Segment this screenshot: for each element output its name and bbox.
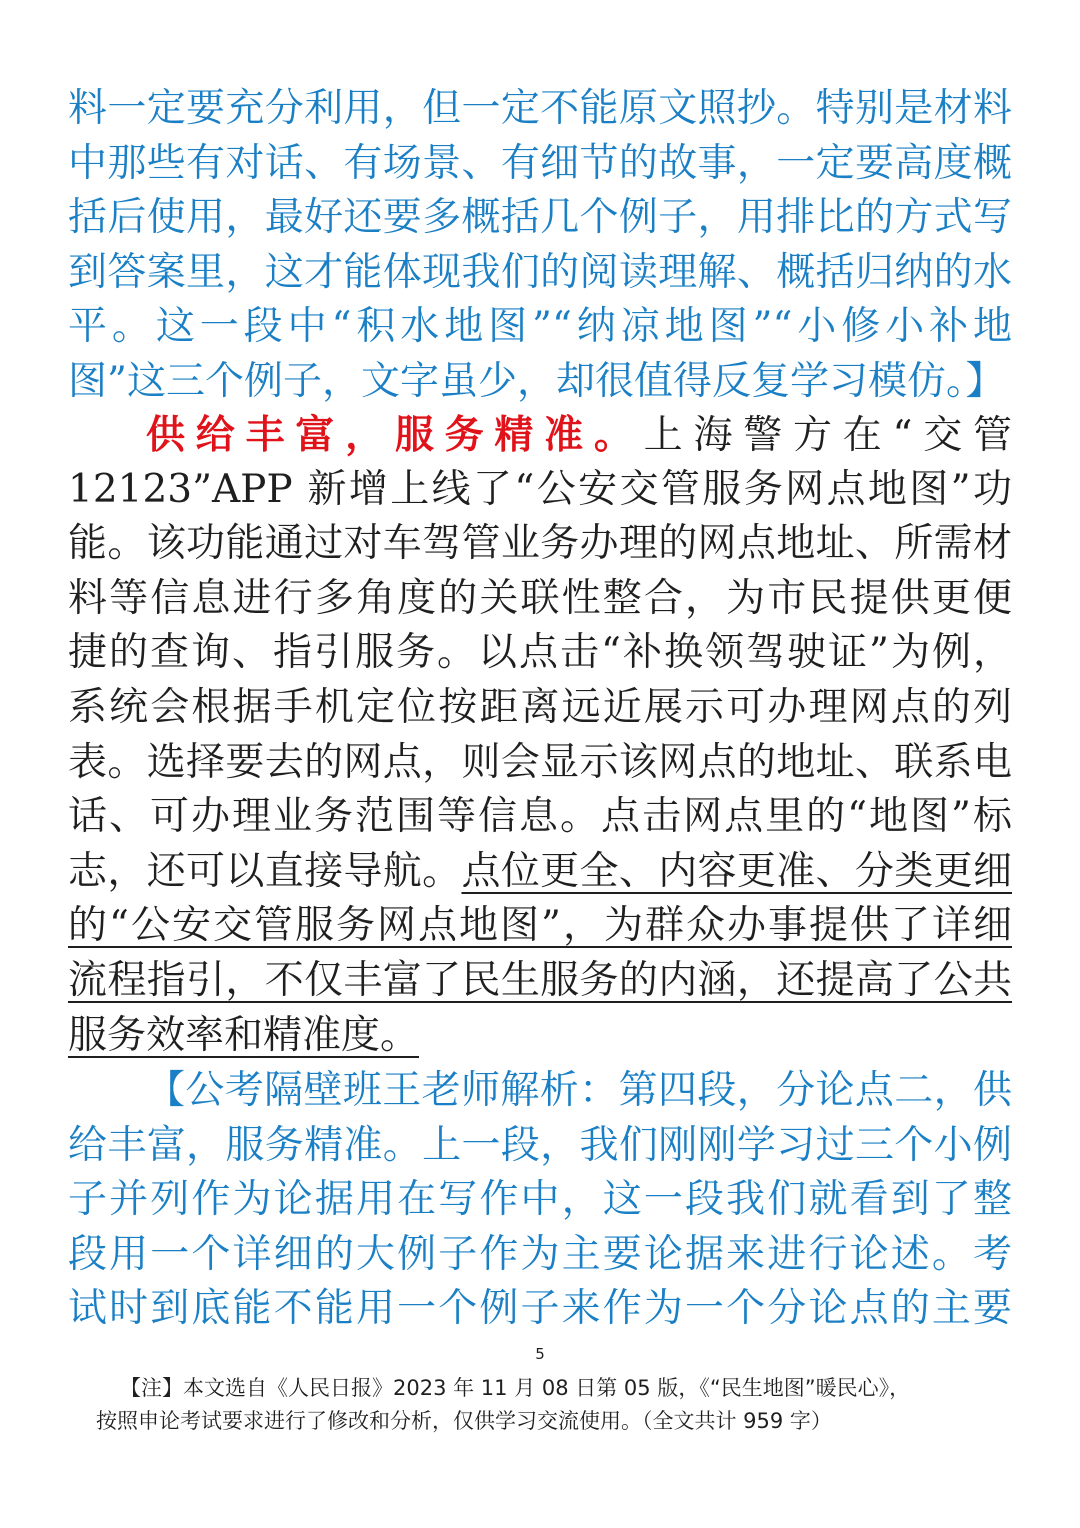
underlined-conclusion: 点位更全、内容更准、分类更细	[461, 848, 1012, 894]
text-line	[68, 1009, 1012, 1064]
text-segment: 上海警方在“交管	[643, 413, 1012, 458]
text-line: 子并列作为论据用在写作中，这一段我们就看到了整	[68, 1177, 1012, 1223]
text-line	[68, 408, 1012, 463]
underlined-line: 服务效率和精准度。	[68, 1012, 420, 1058]
text-line: 段用一个详细的大例子作为主要论据来进行论述。考	[68, 1231, 1012, 1277]
text-segment: 志，还可以直接导航。	[68, 848, 462, 894]
body-paragraph	[68, 408, 1012, 1063]
text-line: 能。该功能通过对车驾管业务办理的网点地址、所需材	[68, 521, 1012, 567]
underlined-line: 的“公安交管服务网点地图”，为群众办事提供了详细	[68, 903, 1012, 949]
text-line: 料等信息进行多角度的关联性整合，为市民提供更便	[68, 575, 1012, 621]
text-line: 给丰富，服务精准。上一段，我们刚刚学习过三个小例	[68, 1122, 1012, 1168]
analysis-paragraph-bottom	[68, 1064, 1012, 1337]
text-line: 到答案里，这才能体现我们的阅读理解、概括归纳的水	[68, 249, 1012, 295]
analysis-paragraph-top	[68, 82, 1012, 410]
text-line: 料一定要充分利用，但一定不能原文照抄。特别是材料	[68, 86, 1012, 131]
paragraph-heading: 供给丰富，服务精准。	[146, 412, 644, 458]
text-line: 试时到底能不能用一个例子来作为一个分论点的主要	[68, 1286, 1012, 1332]
text-line: 话、可办理业务范围等信息。点击网点里的“地图”标	[68, 794, 1012, 840]
text-line: 括后使用，最好还要多概括几个例子，用排比的方式写	[68, 195, 1012, 241]
text-line: 表。选择要去的网点，则会显示该网点的地址、联系电	[68, 739, 1012, 785]
text-line: 中那些有对话、有场景、有细节的故事，一定要高度概	[68, 140, 1012, 186]
note-line: 【注】本文选自《人民日报》2023 年 11 月 08 日第 05 版，《“民生地图”暖民心》，	[120, 1376, 911, 1400]
page-number: 5	[535, 1345, 545, 1363]
text-line: 12123”APP 新增上线了“公安交管服务网点地图”功	[68, 466, 1012, 512]
source-note	[96, 1372, 1056, 1438]
text-line	[68, 845, 1012, 900]
text-line: 平。这一段中“积水地图”“纳凉地图”“小修小补地	[68, 304, 1012, 350]
text-line: 捷的查询、指引服务。以点击“补换领驾驶证”为例，	[68, 630, 1012, 676]
text-line: 图”这三个例子，文字虽少，却很值得反复学习模仿。】	[68, 358, 1005, 404]
text-line: 系统会根据手机定位按距离远近展示可办理网点的列	[68, 684, 1012, 730]
text-line: 【公考隔壁班王老师解析：第四段，分论点二，供	[146, 1068, 1012, 1113]
note-line: 按照申论考试要求进行了修改和分析，仅供学习交流使用。（全文共计 959 字）	[96, 1409, 832, 1433]
underlined-line: 流程指引，不仅丰富了民生服务的内涵，还提高了公共	[68, 957, 1012, 1003]
